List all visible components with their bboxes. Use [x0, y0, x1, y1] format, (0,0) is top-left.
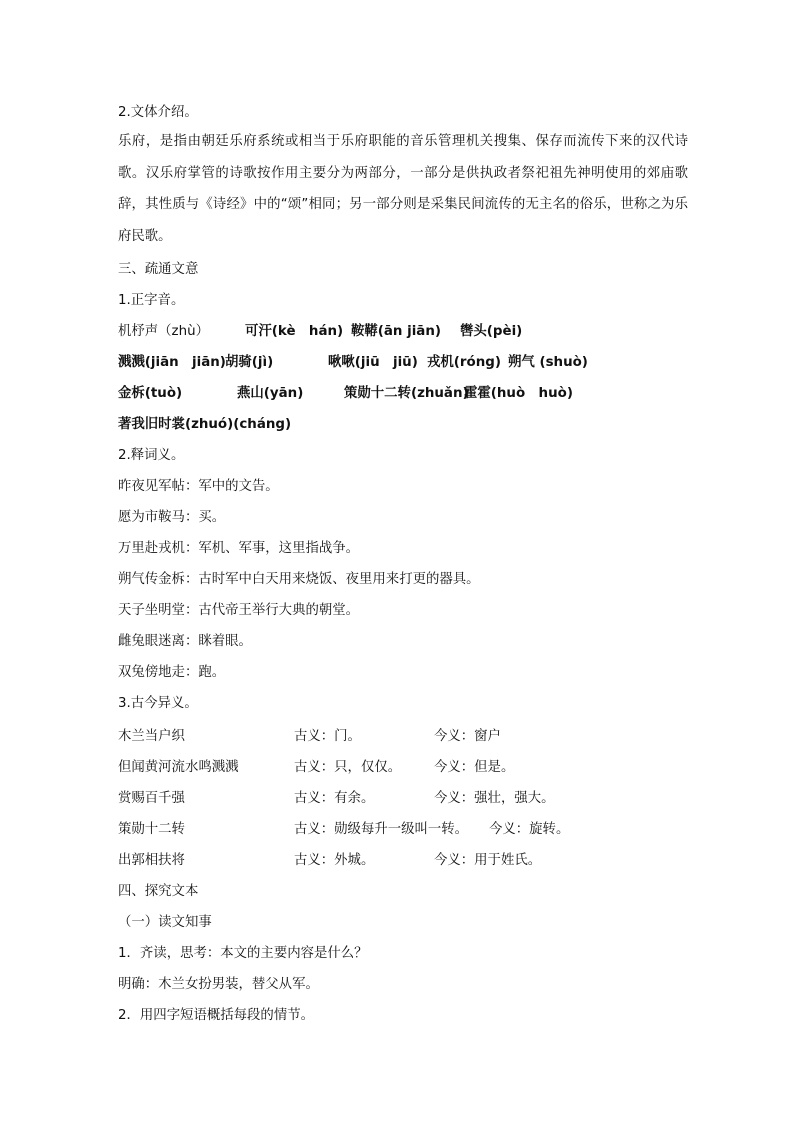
meaning-phrase: 木兰当户织	[118, 729, 185, 744]
subheading-ancient-modern-meanings: 3.古今异义。	[118, 696, 198, 711]
meaning-phrase: 但闻黄河流水鸣溅溅	[118, 760, 239, 775]
definition-line: 昨夜见军帖：军中的文告。	[118, 479, 279, 494]
modern-meaning: 今义：旋转。	[489, 822, 570, 837]
definition-line: 天子坐明堂：古代帝王举行大典的朝堂。	[118, 603, 360, 618]
definition-line: 双兔傍地走：跑。	[118, 665, 226, 680]
definition-line: 雌兔眼迷离：眯着眼。	[118, 634, 252, 649]
ancient-meaning: 古义：只，仅仅。	[294, 760, 402, 775]
ancient-meaning: 古义：有余。	[294, 791, 375, 806]
definition-line: 万里赴戎机：军机、军事，这里指战争。	[118, 541, 360, 556]
pronunciation-item: 机杼声（zhù）	[118, 324, 209, 339]
pronunciation-item: 鞍鞯(ān jiān)	[351, 324, 442, 339]
pronunciation-item: 溅溅(jiān jiān)	[118, 355, 226, 370]
pronunciation-item: 著我旧时裳(zhuó)(cháng)	[118, 417, 292, 432]
ancient-meaning: 古义：门。	[294, 729, 361, 744]
modern-meaning: 今义：用于姓氏。	[434, 853, 542, 868]
pronunciation-item: 燕山(yān)	[237, 386, 304, 401]
genre-intro-paragraph: 乐府，是指由朝廷乐府系统或相当于乐府职能的音乐管理机关搜集、保存而流传下来的汉代诗歌。汉乐府掌管的诗歌按作用主要分为两部分，一部分是供执政者祭祀祖先神明使用的郊庙歌辞，其性质与《诗经》中的“颂”相同；另一部分则是采集民间流传的无主名的俗乐，世称之为乐府民歌。	[118, 134, 688, 244]
pronunciation-item: 戎机(róng)	[427, 355, 501, 370]
ancient-meaning: 古义：勋级每升一级叫一转。	[294, 822, 469, 837]
question-1: 1．齐读，思考：本文的主要内容是什么？	[118, 946, 368, 961]
pronunciation-item: 啾啾(jiū jiū)	[328, 355, 418, 370]
definition-line: 愿为市鞍马：买。	[118, 510, 226, 525]
section-title-explore: 四、探究文本	[118, 884, 199, 899]
pronunciation-item: 朔气 (shuò)	[508, 355, 588, 370]
section-title-comprehension: 三、疏通文意	[118, 262, 199, 277]
pronunciation-item: 可汗(kè hán)	[245, 324, 344, 339]
modern-meaning: 今义：强壮，强大。	[434, 791, 555, 806]
meaning-phrase: 出郭相扶将	[118, 853, 185, 868]
pronunciation-item: 霍霍(huò huò)	[464, 386, 573, 401]
definition-line: 朔气传金柝：古时军中白天用来烧饭、夜里用来打更的器具。	[118, 572, 480, 587]
pronunciation-item: 辔头(pèi)	[460, 324, 523, 339]
subheading-word-meanings: 2.释词义。	[118, 448, 185, 463]
subsection-title: （一）读文知事	[118, 915, 212, 930]
pronunciation-item: 策勋十二转(zhuǎn)	[344, 386, 469, 401]
answer-1: 明确：木兰女扮男装，替父从军。	[118, 977, 319, 992]
question-2: 2．用四字短语概括每段的情节。	[118, 1008, 314, 1023]
ancient-meaning: 古义：外城。	[294, 853, 375, 868]
modern-meaning: 今义：窗户	[434, 729, 501, 744]
meaning-phrase: 赏赐百千强	[118, 791, 185, 806]
section-heading-genre: 2.文体介绍。	[118, 105, 198, 120]
meaning-phrase: 策勋十二转	[118, 822, 185, 837]
modern-meaning: 今义：但是。	[434, 760, 515, 775]
subheading-pronunciation: 1.正字音。	[118, 293, 185, 308]
pronunciation-item: 胡骑(jì)	[225, 355, 274, 370]
pronunciation-item: 金柝(tuò)	[118, 386, 183, 401]
